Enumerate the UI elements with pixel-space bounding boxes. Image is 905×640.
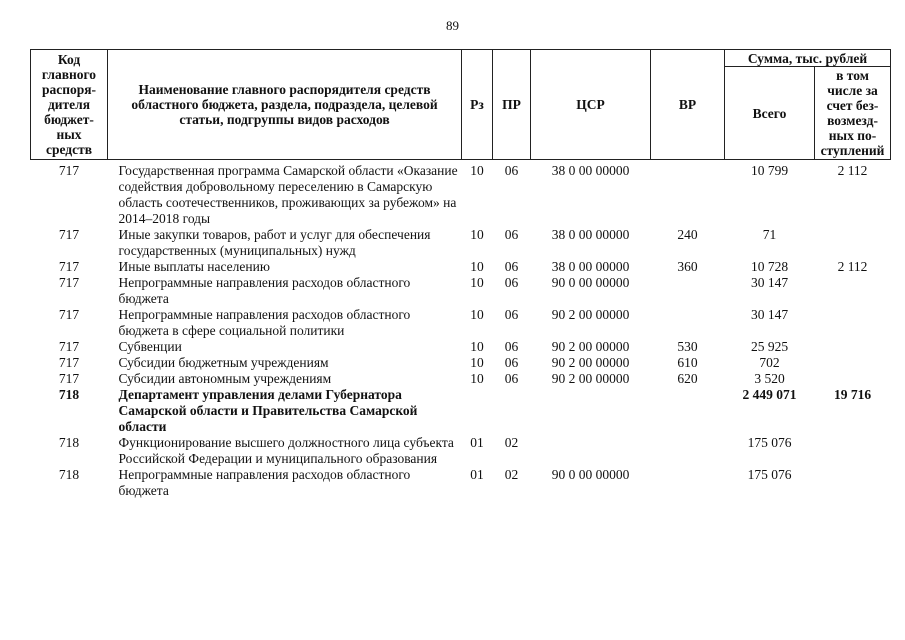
cell-gratis [815,435,891,467]
cell-rz: 01 [470,467,484,482]
cell-csr: 90 0 00 00000 [551,275,630,290]
cell-vr: 610 [677,355,698,370]
cell-pr: 02 [504,435,519,450]
cell-pr: 02 [504,467,519,482]
cell-total: 25 925 [750,339,789,354]
cell-gratis [815,275,891,307]
header-sum-group: Сумма, тыс. рублей [725,50,891,67]
cell-name: Субсидии бюджетным учреждениям [118,355,329,370]
cell-vr [651,275,725,307]
cell-gratis [815,371,891,387]
cell-csr: 38 0 00 00000 [551,227,630,242]
cell-gratis [815,467,891,499]
cell-pr: 06 [504,227,519,242]
table-row [31,160,891,228]
cell-vr [651,467,725,499]
cell-name: Функционирование высшего должностного лица субъекта Российской Федерации и муниципального образования [118,435,454,466]
cell-total: 175 076 [747,435,792,450]
cell-rz [462,387,493,435]
cell-pr: 06 [504,259,519,274]
cell-code: 717 [58,339,80,354]
cell-total: 71 [762,227,777,242]
table-row [31,435,891,467]
cell-total: 10 728 [750,259,789,274]
cell-gratis: 19 716 [833,387,872,402]
cell-total: 702 [759,355,780,370]
table-row [31,355,891,371]
cell-code: 717 [58,275,80,290]
table-header [31,50,891,160]
table-row [31,387,891,435]
table-row [31,307,891,339]
cell-rz: 10 [470,355,484,370]
header-pr: ПР [493,50,531,160]
cell-total: 175 076 [747,467,792,482]
cell-name: Государственная программа Самарской области «Оказание содействия добровольному переселению в Самарскую область соотечественников, проживающих за рубежом» на 2014–2018 годы [118,163,458,226]
header-gratis: в том числе за счет без-возмезд-ных по-ступлений [815,67,891,160]
cell-total: 10 799 [750,163,789,178]
page-number: 89 [446,18,459,33]
cell-name: Субсидии автономным учреждениям [118,371,332,386]
cell-csr: 90 2 00 00000 [551,355,630,370]
cell-vr: 530 [677,339,698,354]
cell-gratis [815,339,891,355]
cell-vr [651,387,725,435]
cell-vr [651,307,725,339]
cell-rz: 10 [470,339,484,354]
cell-csr: 90 0 00 00000 [551,467,630,482]
cell-gratis [815,355,891,371]
cell-csr [531,435,651,467]
cell-gratis [815,307,891,339]
table-row [31,339,891,355]
cell-code: 717 [58,355,80,370]
cell-code: 717 [58,371,80,386]
cell-rz: 10 [470,307,484,322]
cell-csr: 90 2 00 00000 [551,371,630,386]
cell-code: 718 [58,467,80,482]
cell-vr: 360 [677,259,698,274]
cell-code: 718 [58,387,80,402]
cell-name: Непрограммные направления расходов областного бюджета [118,275,411,306]
table-body [31,160,891,500]
cell-pr: 06 [504,371,519,386]
table-row [31,371,891,387]
cell-total: 30 147 [750,275,789,290]
cell-code: 717 [58,163,80,178]
cell-pr: 06 [504,275,519,290]
cell-vr: 620 [677,371,698,386]
cell-csr [531,387,651,435]
table-row [31,275,891,307]
cell-code: 718 [58,435,80,450]
cell-rz: 10 [470,259,484,274]
cell-code: 717 [58,259,80,274]
cell-name: Субвенции [118,339,182,354]
cell-total: 30 147 [750,307,789,322]
cell-pr: 06 [504,307,519,322]
table-row [31,467,891,499]
cell-name: Непрограммные направления расходов областного бюджета [118,467,411,498]
cell-pr: 06 [504,339,519,354]
cell-gratis: 2 112 [837,163,868,178]
header-vr: ВР [651,50,725,160]
cell-pr: 06 [504,355,519,370]
cell-total: 3 520 [754,371,785,386]
cell-vr: 240 [677,227,698,242]
cell-rz: 10 [470,163,484,178]
cell-name: Иные выплаты населению [118,259,270,274]
cell-rz: 01 [470,435,484,450]
header-code: Код главного распоря-дителя бюджет-ных средств [31,50,108,160]
table-row [31,227,891,259]
cell-pr [493,387,531,435]
header-csr: ЦСР [531,50,651,160]
cell-name: Непрограммные направления расходов областного бюджета в сфере социальной политики [118,307,411,338]
cell-total: 2 449 071 [742,387,797,402]
budget-table [30,49,891,499]
cell-name: Департамент управления делами Губернатора Самарской области и Правительства Самарской области [118,387,418,434]
table-row [31,259,891,275]
cell-csr: 38 0 00 00000 [551,259,630,274]
cell-name: Иные закупки товаров, работ и услуг для обеспечения государственных (муниципальных) нужд [118,227,431,258]
cell-gratis: 2 112 [837,259,868,274]
cell-rz: 10 [470,227,484,242]
cell-csr: 90 2 00 00000 [551,339,630,354]
cell-vr [651,160,725,228]
cell-code: 717 [58,307,80,322]
cell-gratis [815,227,891,259]
cell-code: 717 [58,227,80,242]
cell-pr: 06 [504,163,519,178]
cell-csr: 38 0 00 00000 [551,163,630,178]
header-total: Всего [725,67,815,160]
cell-rz: 10 [470,275,484,290]
header-name: Наименование главного распорядителя средств областного бюджета, раздела, подраздела, целевой статьи, подгруппы видов расходов [108,50,462,160]
cell-rz: 10 [470,371,484,386]
cell-csr: 90 2 00 00000 [551,307,630,322]
cell-vr [651,435,725,467]
header-rz: Рз [462,50,493,160]
